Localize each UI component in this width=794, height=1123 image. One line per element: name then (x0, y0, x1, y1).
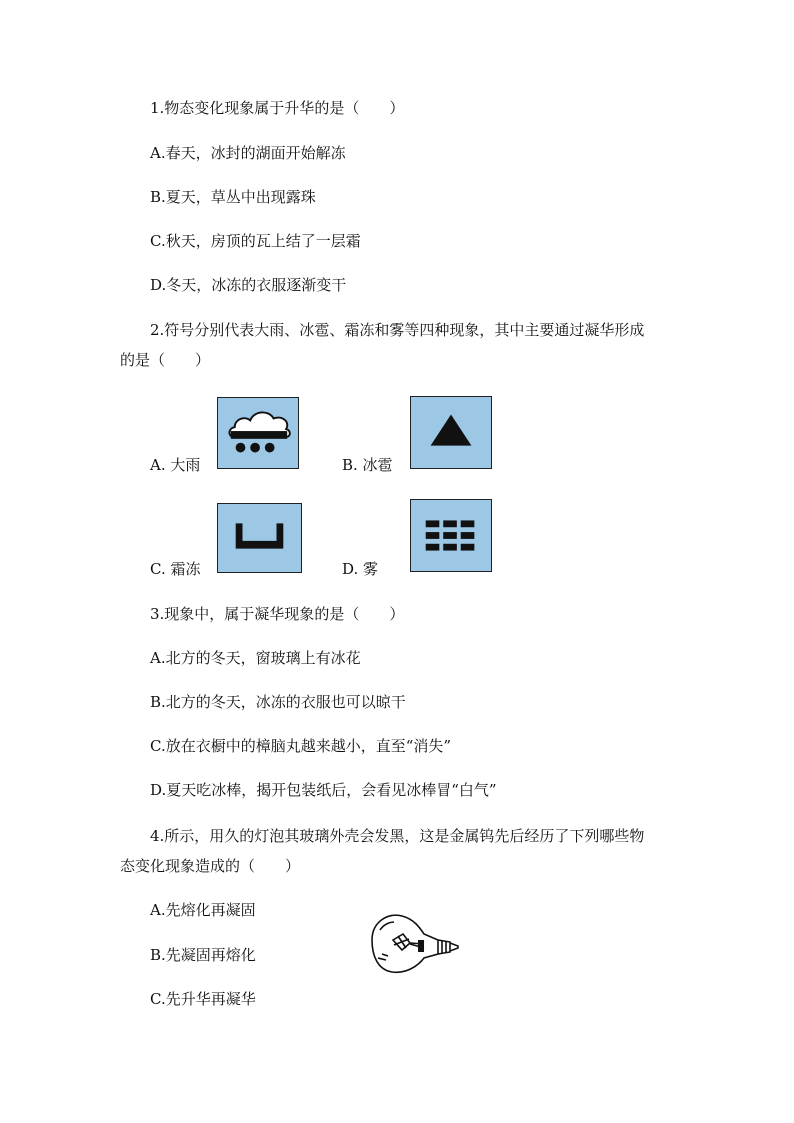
q3-option-a: A.北方的冬天，窗玻璃上有冰花 (150, 649, 361, 667)
q2-option-d-label: D. 雾 (342, 560, 379, 578)
bracket-frost-symbol-icon (217, 503, 302, 573)
q4-stem-line1: 4.所示，用久的灯泡其玻璃外壳会发黑，这是金属钨先后经历了下列哪些物 (150, 827, 645, 845)
cloud-rain-symbol-icon (217, 397, 299, 469)
grid-fog-symbol-icon (410, 499, 492, 572)
light-bulb-icon (358, 910, 464, 982)
q1-option-b: B.夏天，草丛中出现露珠 (150, 188, 316, 206)
q4-stem-line2: 态变化现象造成的（ ） (120, 857, 301, 875)
q2-stem-line2: 的是（ ） (120, 351, 211, 369)
q2-stem-line1: 2.符号分别代表大雨、冰雹、霜冻和雾等四种现象，其中主要通过凝华形成 (150, 321, 645, 339)
q3-option-c: C.放在衣橱中的樟脑丸越来越小，直至“消失” (150, 737, 452, 755)
q3-option-b: B.北方的冬天，冰冻的衣服也可以晾干 (150, 693, 406, 711)
triangle-hail-symbol-icon (410, 396, 492, 469)
q1-option-a: A.春天，冰封的湖面开始解冻 (150, 144, 346, 162)
q4-option-a: A.先熔化再凝固 (150, 901, 256, 919)
q4-option-b: B.先凝固再熔化 (150, 946, 256, 964)
q2-option-b-label: B. 冰雹 (342, 456, 393, 474)
q2-option-c-label: C. 霜冻 (150, 560, 201, 578)
q1-option-d: D.冬天，冰冻的衣服逐渐变干 (150, 276, 347, 294)
q1-stem: 1.物态变化现象属于升华的是（ ） (150, 99, 405, 117)
q3-stem: 3.现象中，属于凝华现象的是（ ） (150, 605, 405, 623)
q3-option-d: D.夏天吃冰棒，揭开包装纸后，会看见冰棒冒“白气” (150, 781, 497, 799)
q2-option-a-label: A. 大雨 (150, 456, 201, 474)
q4-option-c: C.先升华再凝华 (150, 990, 256, 1008)
q1-option-c: C.秋天，房顶的瓦上结了一层霜 (150, 232, 361, 250)
